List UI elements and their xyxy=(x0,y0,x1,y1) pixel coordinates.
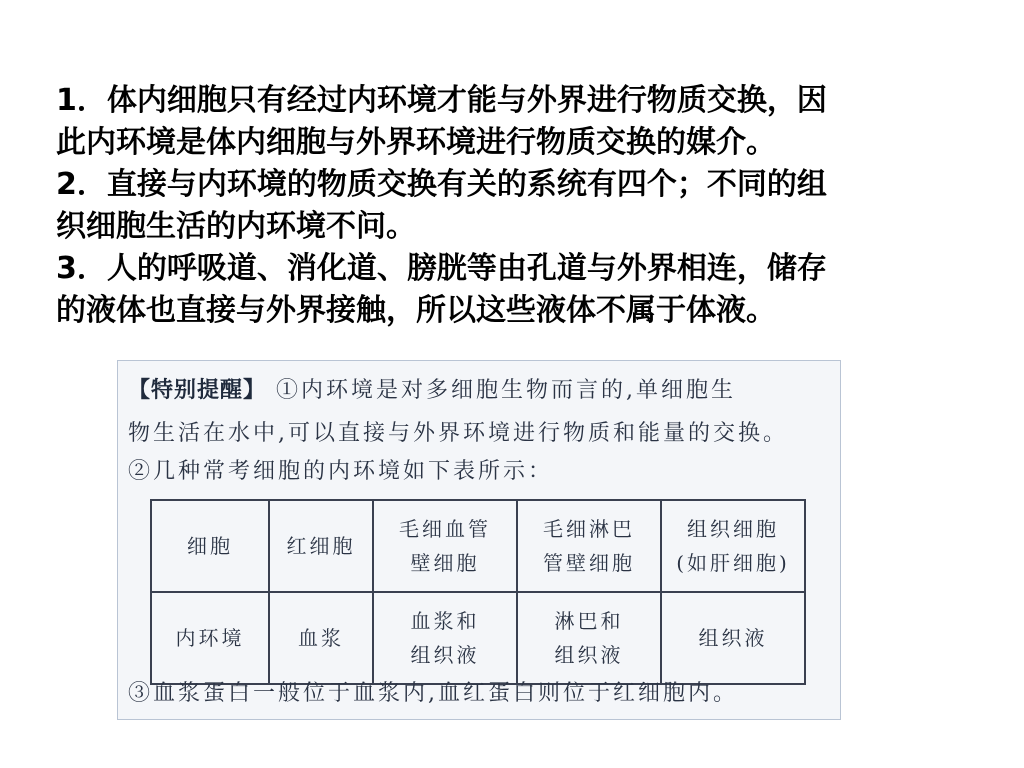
point-2-line-2: 织细胞生活的内环境不问。 xyxy=(56,209,416,244)
point-3-line-1: 3．人的呼吸道、消化道、膀胱等由孔道与外界相连，储存 xyxy=(56,251,827,286)
data-cell: 淋巴和 组织液 xyxy=(517,592,661,684)
point-1-line-2: 此内环境是体内细胞与外界环境进行物质交换的媒介。 xyxy=(56,125,776,160)
special-reminder-box xyxy=(117,360,841,720)
table-row xyxy=(151,592,805,684)
key-points xyxy=(56,80,956,332)
table-row xyxy=(151,500,805,592)
data-cell: 组织液 xyxy=(661,592,805,684)
note-line-1 xyxy=(128,375,830,406)
header-cell: 组织细胞 (如肝细胞) xyxy=(661,500,805,592)
note-line-2: 物生活在水中,可以直接与外界环境进行物质和能量的交换。 xyxy=(128,421,788,446)
cell-environment-table xyxy=(150,499,806,685)
header-cell: 红细胞 xyxy=(269,500,373,592)
note-label: 【特别提醒】 xyxy=(128,377,267,403)
note-line-last: ③血浆蛋白一般位于血浆内,血红蛋白则位于红细胞内。 xyxy=(128,681,738,706)
note-line-3: ②几种常考细胞的内环境如下表所示： xyxy=(128,459,554,484)
data-cell: 血浆 xyxy=(269,592,373,684)
point-2-line-1: 2．直接与内环境的物质交换有关的系统有四个；不同的组 xyxy=(56,167,827,202)
data-cell: 内环境 xyxy=(151,592,269,684)
note-item-1-start: ①内环境是对多细胞生物而言的,单细胞生 xyxy=(266,378,737,403)
point-1-line-1: 1．体内细胞只有经过内环境才能与外界进行物质交换，因 xyxy=(56,83,827,118)
data-cell: 血浆和 组织液 xyxy=(373,592,517,684)
header-cell: 毛细淋巴 管壁细胞 xyxy=(517,500,661,592)
header-cell: 毛细血管 壁细胞 xyxy=(373,500,517,592)
header-cell: 细胞 xyxy=(151,500,269,592)
point-3-line-2: 的液体也直接与外界接触，所以这些液体不属于体液。 xyxy=(56,293,776,328)
